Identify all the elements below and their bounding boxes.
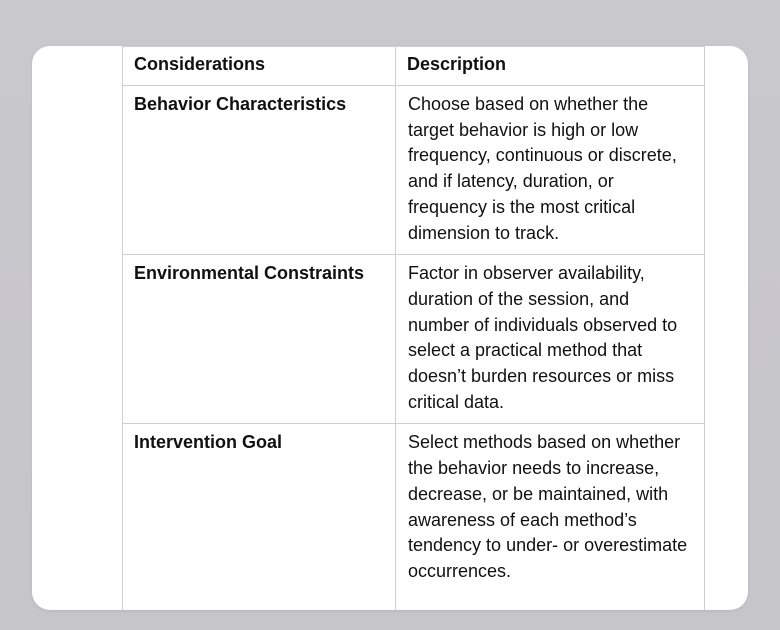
table-row [123, 86, 705, 255]
description-cell: Choose based on whether the target behavior is high or low frequency, continuous or discrete, and if latency, duration, or frequency is the most critical dimension to track. [396, 86, 705, 255]
table-body [123, 86, 705, 611]
consideration-cell: Behavior Characteristics [123, 86, 396, 255]
table-row [123, 255, 705, 424]
table-header [123, 47, 705, 86]
header-description: Description [396, 47, 705, 86]
considerations-table [122, 46, 705, 610]
consideration-cell: Intervention Goal [123, 424, 396, 610]
table-row [123, 424, 705, 610]
content-card [32, 46, 748, 610]
description-cell: Select methods based on whether the behavior needs to increase, decrease, or be maintained, with awareness of each method’s tendency to under- or overestimate occurrences. [396, 424, 705, 610]
description-cell: Factor in observer availability, duration of the session, and number of individuals observed to select a practical method that doesn’t burden resources or miss critical data. [396, 255, 705, 424]
header-considerations: Considerations [123, 47, 396, 86]
consideration-cell: Environmental Constraints [123, 255, 396, 424]
header-row [123, 47, 705, 86]
